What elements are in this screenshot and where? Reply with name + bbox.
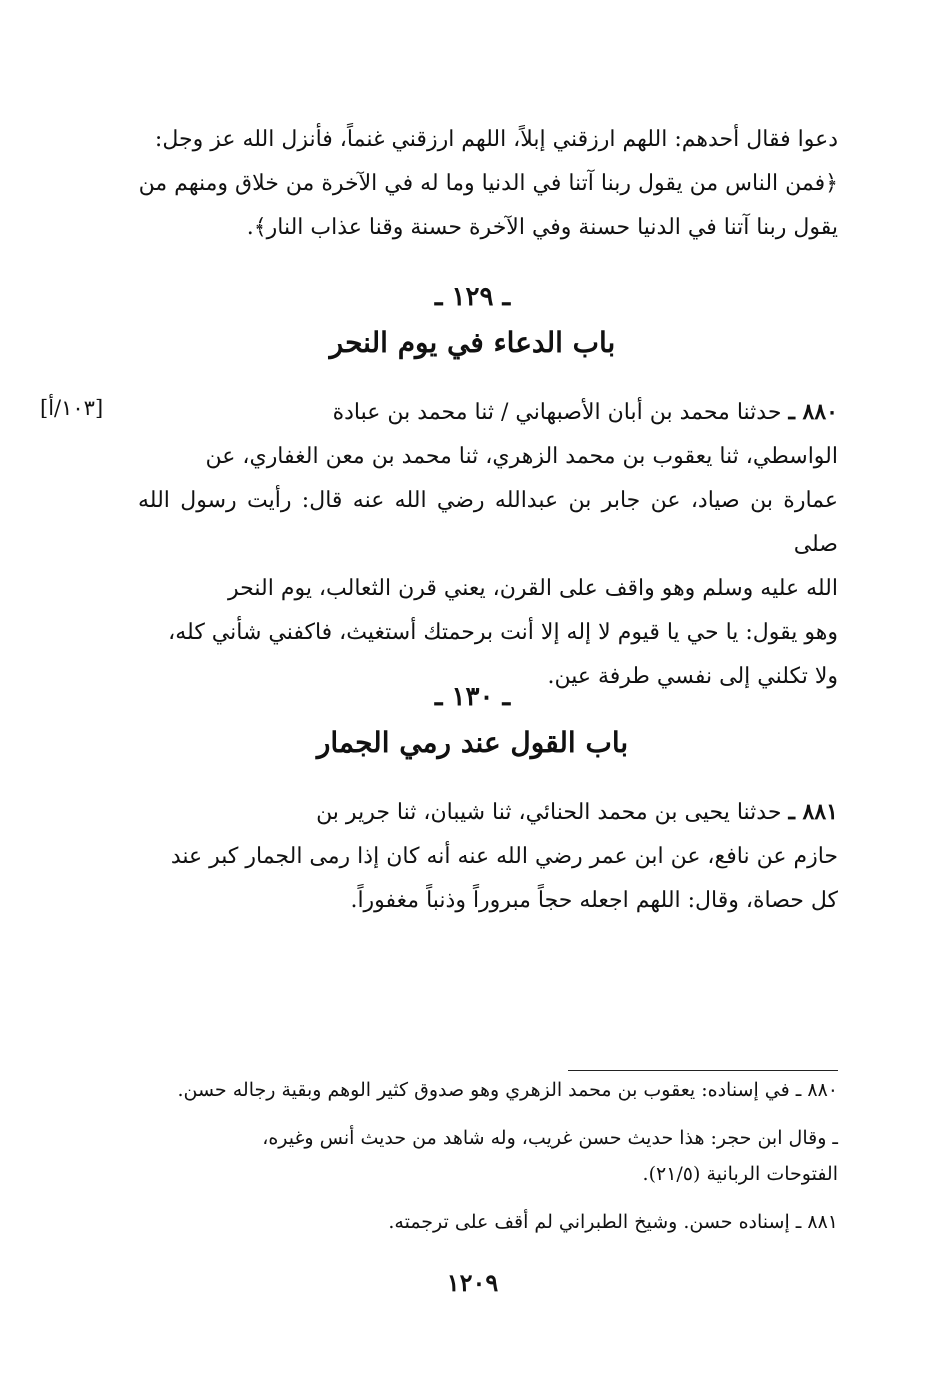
text-line: عمارة بن صياد، عن جابر بن عبدالله رضي الله عنه قال: رأيت رسول الله صلى [138,488,838,557]
section-title: باب الدعاء في يوم النحر [329,326,616,359]
text-line: الله عليه وسلم وهو واقف على القرن، يعني قرن الثعالب، يوم النحر [228,576,838,601]
hadith-number: ٨٨٠ ـ [788,399,838,425]
folio-reference: [١٠٣/أ] [40,396,104,420]
footnote: الفتوحات الربانية (٢١/٥). [642,1163,838,1185]
footnote: ٨٨١ ـ إسناده حسن. وشيخ الطبراني لم أقف على ترجمته. [388,1211,838,1233]
section-title: باب القول عند رمي الجمار [316,726,629,759]
hadith-paragraph [138,790,838,923]
text-line: حازم عن نافع، عن ابن عمر رضي الله عنه أنه كان إذا رمى الجمار كبر عند [170,844,838,869]
section-number: ـ ١٣٠ ـ [434,682,511,712]
text-line: ﴿فمن الناس من يقول ربنا آتنا في الدنيا وما له في الآخرة من خلاق ومنهم من [138,171,838,196]
footnote: ـ وقال ابن حجر: هذا حديث حسن غريب، وله شاهد من حديث أنس وغيره، [262,1127,838,1149]
intro-paragraph [138,118,838,250]
text-line [138,790,838,835]
section-number: ـ ١٢٩ ـ [434,282,511,312]
hadith-number: ٨٨١ ـ [788,799,838,825]
text-line: كل حصاة، وقال: اللهم اجعله حجاً مبروراً وذنباً مغفوراً. [350,888,838,913]
text-line: وهو يقول: يا حي يا قيوم لا إله إلا أنت برحمتك أستغيث، فاكفني شأني كله، [168,620,838,645]
footnote-separator [568,1070,838,1071]
text-line [138,390,838,435]
page-number: ١٢٠٩ [446,1268,499,1297]
text-line: دعوا فقال أحدهم: اللهم ارزقني إبلاً، اللهم ارزقني غنماً، فأنزل الله عز وجل: [154,127,838,152]
text-line: ولا تكلني إلى نفسي طرفة عين. [547,664,838,689]
hadith-paragraph [138,390,838,699]
text-segment: حدثنا يحيى بن محمد الحنائي، ثنا شيبان، ثنا جرير بن [316,800,782,825]
text-segment: حدثنا محمد بن أبان الأصبهاني / ثنا محمد بن عبادة [332,400,782,425]
footnote: ٨٨٠ ـ في إسناده: يعقوب بن محمد الزهري وهو صدوق كثير الوهم وبقية رجاله حسن. [177,1079,838,1101]
text-line: الواسطي، ثنا يعقوب بن محمد الزهري، ثنا محمد بن معن الغفاري، عن [205,444,838,469]
text-line: يقول ربنا آتنا في الدنيا حسنة وفي الآخرة حسنة وقنا عذاب النار﴾. [246,215,838,240]
